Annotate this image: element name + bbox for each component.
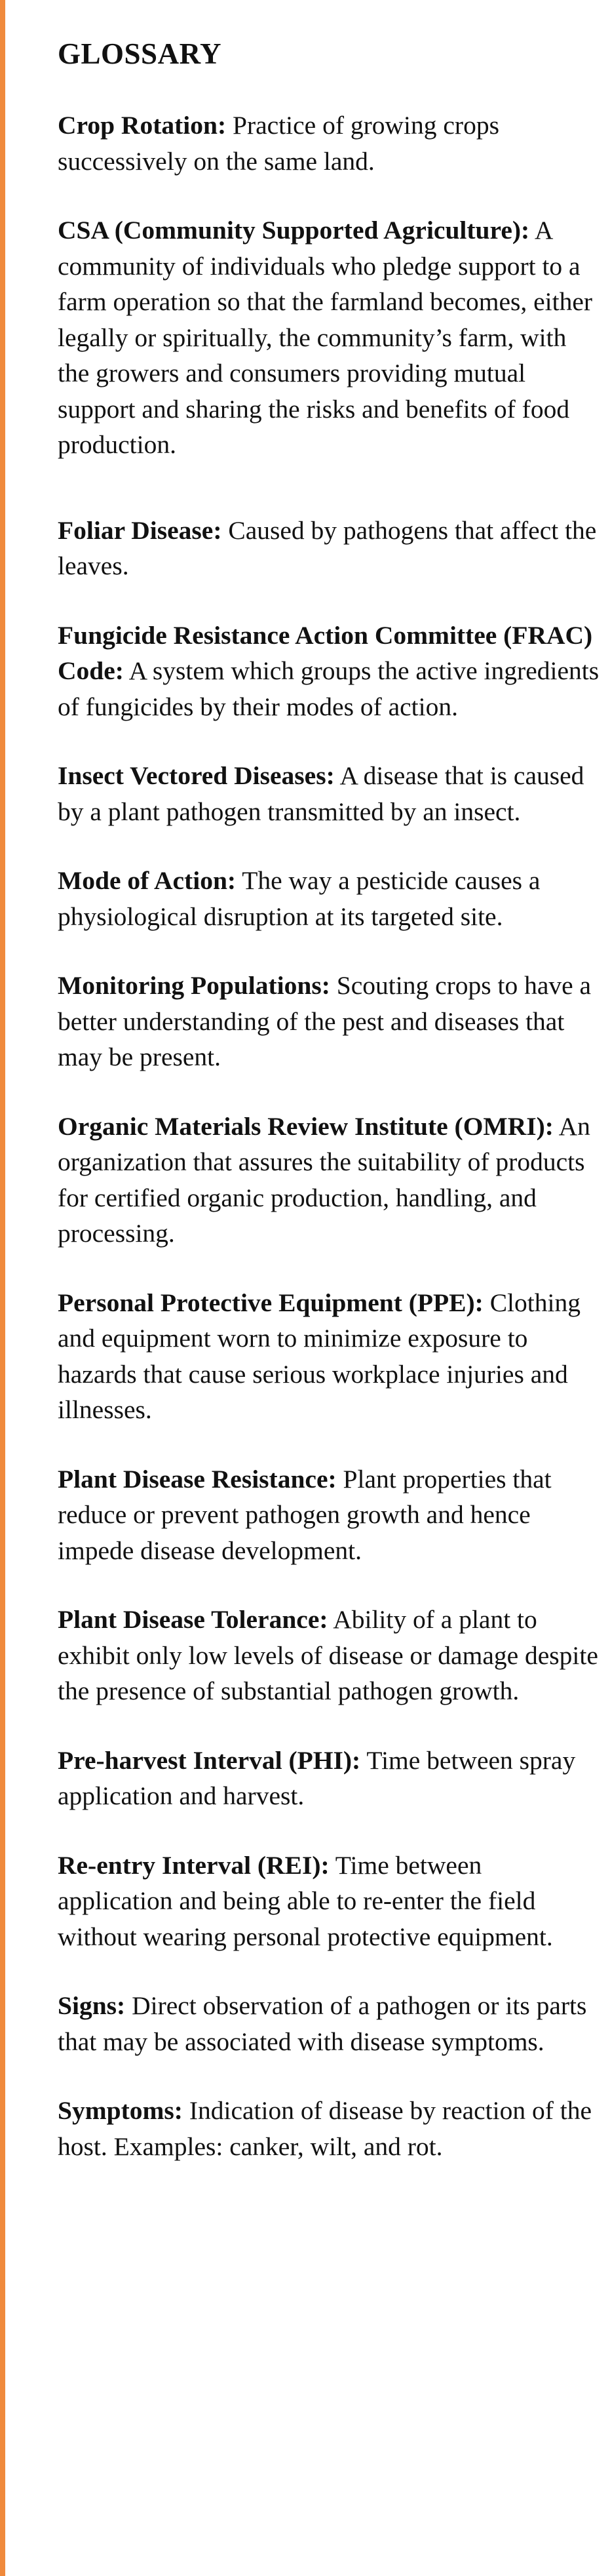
glossary-term: Monitoring Populations:: [58, 971, 330, 1000]
glossary-entry-ppe: [58, 1285, 601, 1428]
glossary-entry-frac-code: [58, 618, 601, 725]
glossary-definition: Time between application and being able to re-enter the field without wearing personal protective equipment.: [58, 1850, 553, 1951]
glossary-term: Foliar Disease:: [58, 515, 222, 545]
glossary-term: Organic Materials Review Institute (OMRI):: [58, 1111, 554, 1141]
glossary-entry-rei: [58, 1848, 601, 1955]
glossary-term: Signs:: [58, 1991, 126, 2020]
glossary-definition: Plant properties that reduce or prevent pathogen growth and hence impede disease development.: [58, 1464, 552, 1565]
glossary-entry-phi: [58, 1743, 601, 1814]
glossary-term: Mode of Action:: [58, 866, 237, 895]
glossary-entry-symptoms: [58, 2093, 601, 2164]
glossary-term: Crop Rotation:: [58, 111, 227, 140]
glossary-entry-monitoring-populations: [58, 968, 601, 1075]
glossary-definition: Practice of growing crops successively on the same land.: [58, 111, 499, 176]
glossary-entry-insect-vectored-diseases: [58, 758, 601, 829]
glossary-term: Personal Protective Equipment (PPE):: [58, 1288, 484, 1317]
glossary-entry-crop-rotation: [58, 108, 601, 179]
glossary-definition: Scouting crops to have a better understanding of the pest and diseases that may be present.: [58, 971, 592, 1071]
glossary-definition: A system which groups the active ingredients of fungicides by their modes of action.: [58, 656, 600, 721]
glossary-term: Pre-harvest Interval (PHI):: [58, 1745, 361, 1775]
glossary-definition: The way a pesticide causes a physiological disruption at its targeted site.: [58, 866, 541, 931]
glossary-term: CSA (Community Supported Agriculture):: [58, 216, 530, 245]
glossary-definition: A disease that is caused by a plant pathogen transmitted by an insect.: [58, 761, 584, 826]
glossary-definition: Indication of disease by reaction of the host. Examples: canker, wilt, and rot.: [58, 2096, 592, 2161]
glossary-entry-omri: [58, 1109, 601, 1252]
glossary-definition: Time between spray application and harvest.: [58, 1745, 576, 1810]
glossary-definition: Clothing and equipment worn to minimize exposure to hazards that cause serious workplace injuries and illnesses.: [58, 1288, 581, 1424]
glossary-definition: Ability of a plant to exhibit only low levels of disease or damage despite the presence of substantial pathogen growth.: [58, 1605, 598, 1705]
glossary-definition: An organization that assures the suitability of products for certified organic production, handling, and processing.: [58, 1111, 590, 1248]
glossary-definition: Direct observation of a pathogen or its parts that may be associated with disease symptoms.: [58, 1991, 587, 2056]
glossary-entry-csa: [58, 212, 601, 463]
glossary-entry-plant-disease-tolerance: [58, 1602, 601, 1709]
glossary-entry-foliar-disease: [58, 513, 601, 584]
glossary-panel: [58, 33, 601, 2198]
glossary-term: Insect Vectored Diseases:: [58, 761, 335, 790]
glossary-term: Fungicide Resistance Action Committee (FRAC) Code:: [58, 620, 593, 685]
glossary-term: Plant Disease Resistance:: [58, 1464, 337, 1494]
glossary-entry-mode-of-action: [58, 863, 601, 934]
accent-bar: [0, 0, 5, 2576]
glossary-entry-signs: [58, 1988, 601, 2059]
glossary-definition: Caused by pathogens that affect the leaves.: [58, 515, 597, 580]
glossary-term: Plant Disease Tolerance:: [58, 1605, 328, 1634]
glossary-definition: A community of individuals who pledge support to a farm operation so that the farmland becomes, either legally or spiritually, the community’s farm, with the growers and consumers providing mutual support and sharing the risks and benefits of food production.: [58, 216, 593, 459]
glossary-title: GLOSSARY: [58, 37, 221, 70]
glossary-term: Re-entry Interval (REI):: [58, 1850, 330, 1880]
glossary-term: Symptoms:: [58, 2096, 183, 2125]
glossary-entry-plant-disease-resistance: [58, 1461, 601, 1569]
